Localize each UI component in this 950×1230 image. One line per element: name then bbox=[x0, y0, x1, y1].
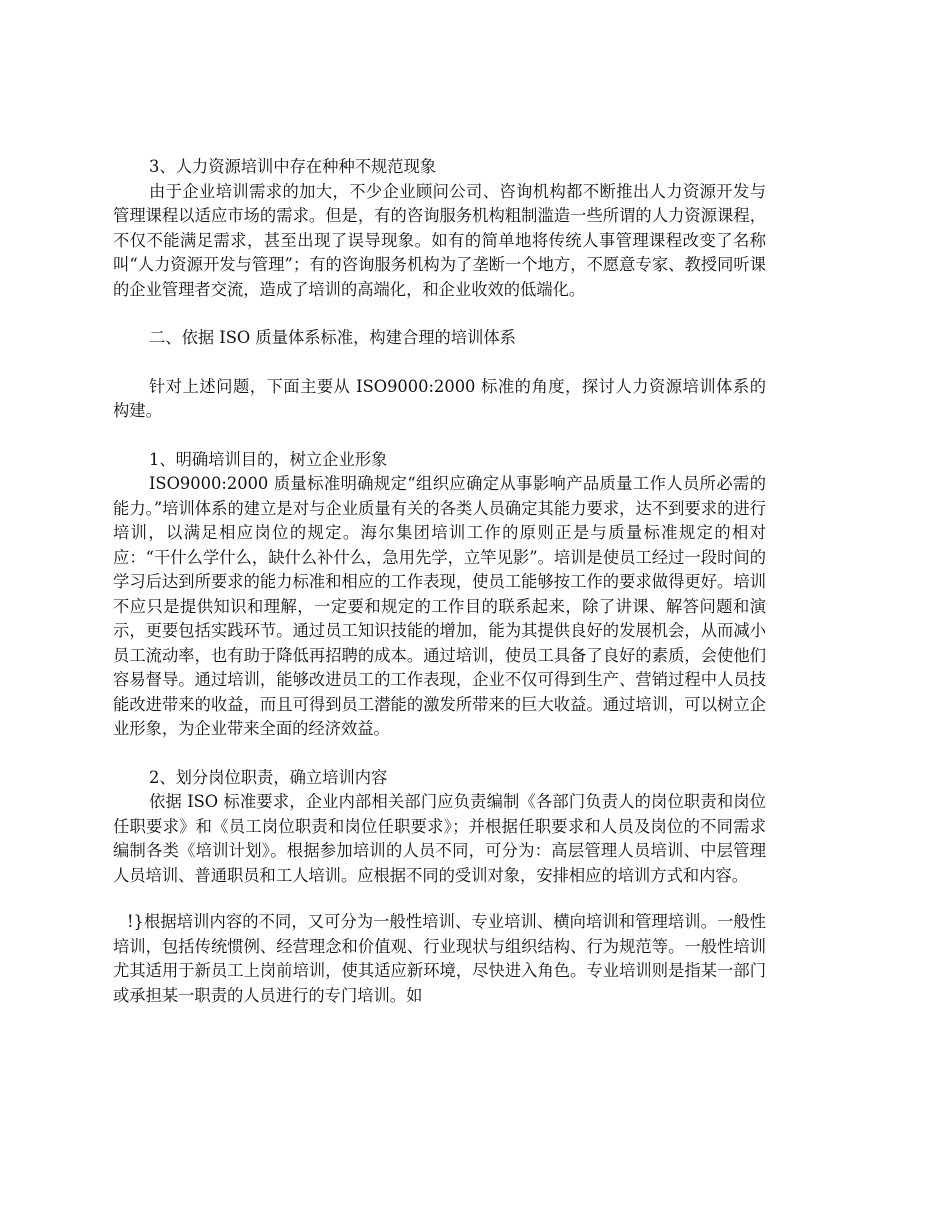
item2-heading: 2、划分岗位职责，确立培训内容 bbox=[149, 767, 388, 787]
spacer bbox=[113, 424, 766, 448]
item1-heading: 1、明确培训目的，树立企业形象 bbox=[149, 449, 388, 469]
spacer bbox=[113, 302, 766, 326]
section3-paragraph: 由于企业培训需求的加大，不少企业顾问公司、咨询机构都不断推出人力资源开发与管理课程以适应市场的需求。但是，有的咨询服务机构粗制滥造一些所谓的人力资源课程，不仅不能满足需求，甚至出现了误导现象。如有的简单地将传统人事管理课程改变了名称叫“人力资源开发与管理”；有的咨询服务机构为了垄断一个地方，不愿意专家、教授同听课的企业管理者交流，造成了培训的高端化，和企业收效的低端化。 bbox=[113, 181, 766, 299]
item2-paragraph-1: 依据 ISO 标准要求，企业内部相关部门应负责编制《各部门负责人的岗位职责和岗位任职要求》和《员工岗位职责和岗位任职要求》；并根据任职要求和人员及岗位的不同需求编制各类《培训计划》。根据参加培训的人员不同，可分为：高层管理人员培训、中层管理人员培训、普通职员和工人培训。应根据不同的受训对象，安排相应的培训方式和内容。 bbox=[113, 792, 766, 885]
part2-heading: 二、依据 ISO 质量体系标准，构建合理的培训体系 bbox=[149, 328, 516, 347]
part2-intro-paragraph: 针对上述问题，下面主要从 ISO9000:2000 标准的角度，探讨人力资源培训体系的构建。 bbox=[113, 376, 766, 420]
document-page bbox=[113, 155, 766, 1008]
spacer bbox=[113, 888, 766, 910]
item2-paragraph-2: !}根据培训内容的不同，又可分为一般性培训、专业培训、横向培训和管理培训。一般性培训，包括传统惯例、经营理念和价值观、行业现状与组织结构、行为规范等。一般性培训尤其适用于新员工上岗前培训，使其适应新环境，尽快进入角色。专业培训则是指某一部门或承担某一职责的人员进行的专门培训。如 bbox=[113, 912, 766, 1005]
spacer bbox=[113, 351, 766, 375]
section3-heading: 3、人力资源培训中存在种种不规范现象 bbox=[149, 157, 437, 176]
spacer bbox=[113, 742, 766, 766]
item1-paragraph: ISO9000:2000 质量标准明确规定“组织应确定从事影响产品质量工作人员所必需的能力。”培训体系的建立是对与企业质量有关的各类人员确定其能力要求，达不到要求的进行培训，以满足相应岗位的规定。海尔集团培训工作的原则正是与质量标准规定的相对应：“干什么学什么，缺什么补什么，急用先学，立竿见影”。培训是使员工经过一段时间的学习后达到所要求的能力标准和相应的工作表现，使员工能够按工作的要求做得更好。培训不应只是提供知识和理解，一定要和规定的工作目的联系起来，除了讲课、解答问题和演示，更要包括实践环节。通过员工知识技能的增加，能为其提供良好的发展机会，从而减小员工流动率，也有助于降低再招聘的成本。通过培训，使员工具备了良好的素质，会使他们容易督导。通过培训，能够改进员工的工作表现，企业不仅可得到生产、营销过程中人员技能改进带来的收益，而且可得到员工潜能的激发所带来的巨大收益。通过培训，可以树立企业形象，为企业带来全面的经济效益。 bbox=[113, 474, 766, 738]
